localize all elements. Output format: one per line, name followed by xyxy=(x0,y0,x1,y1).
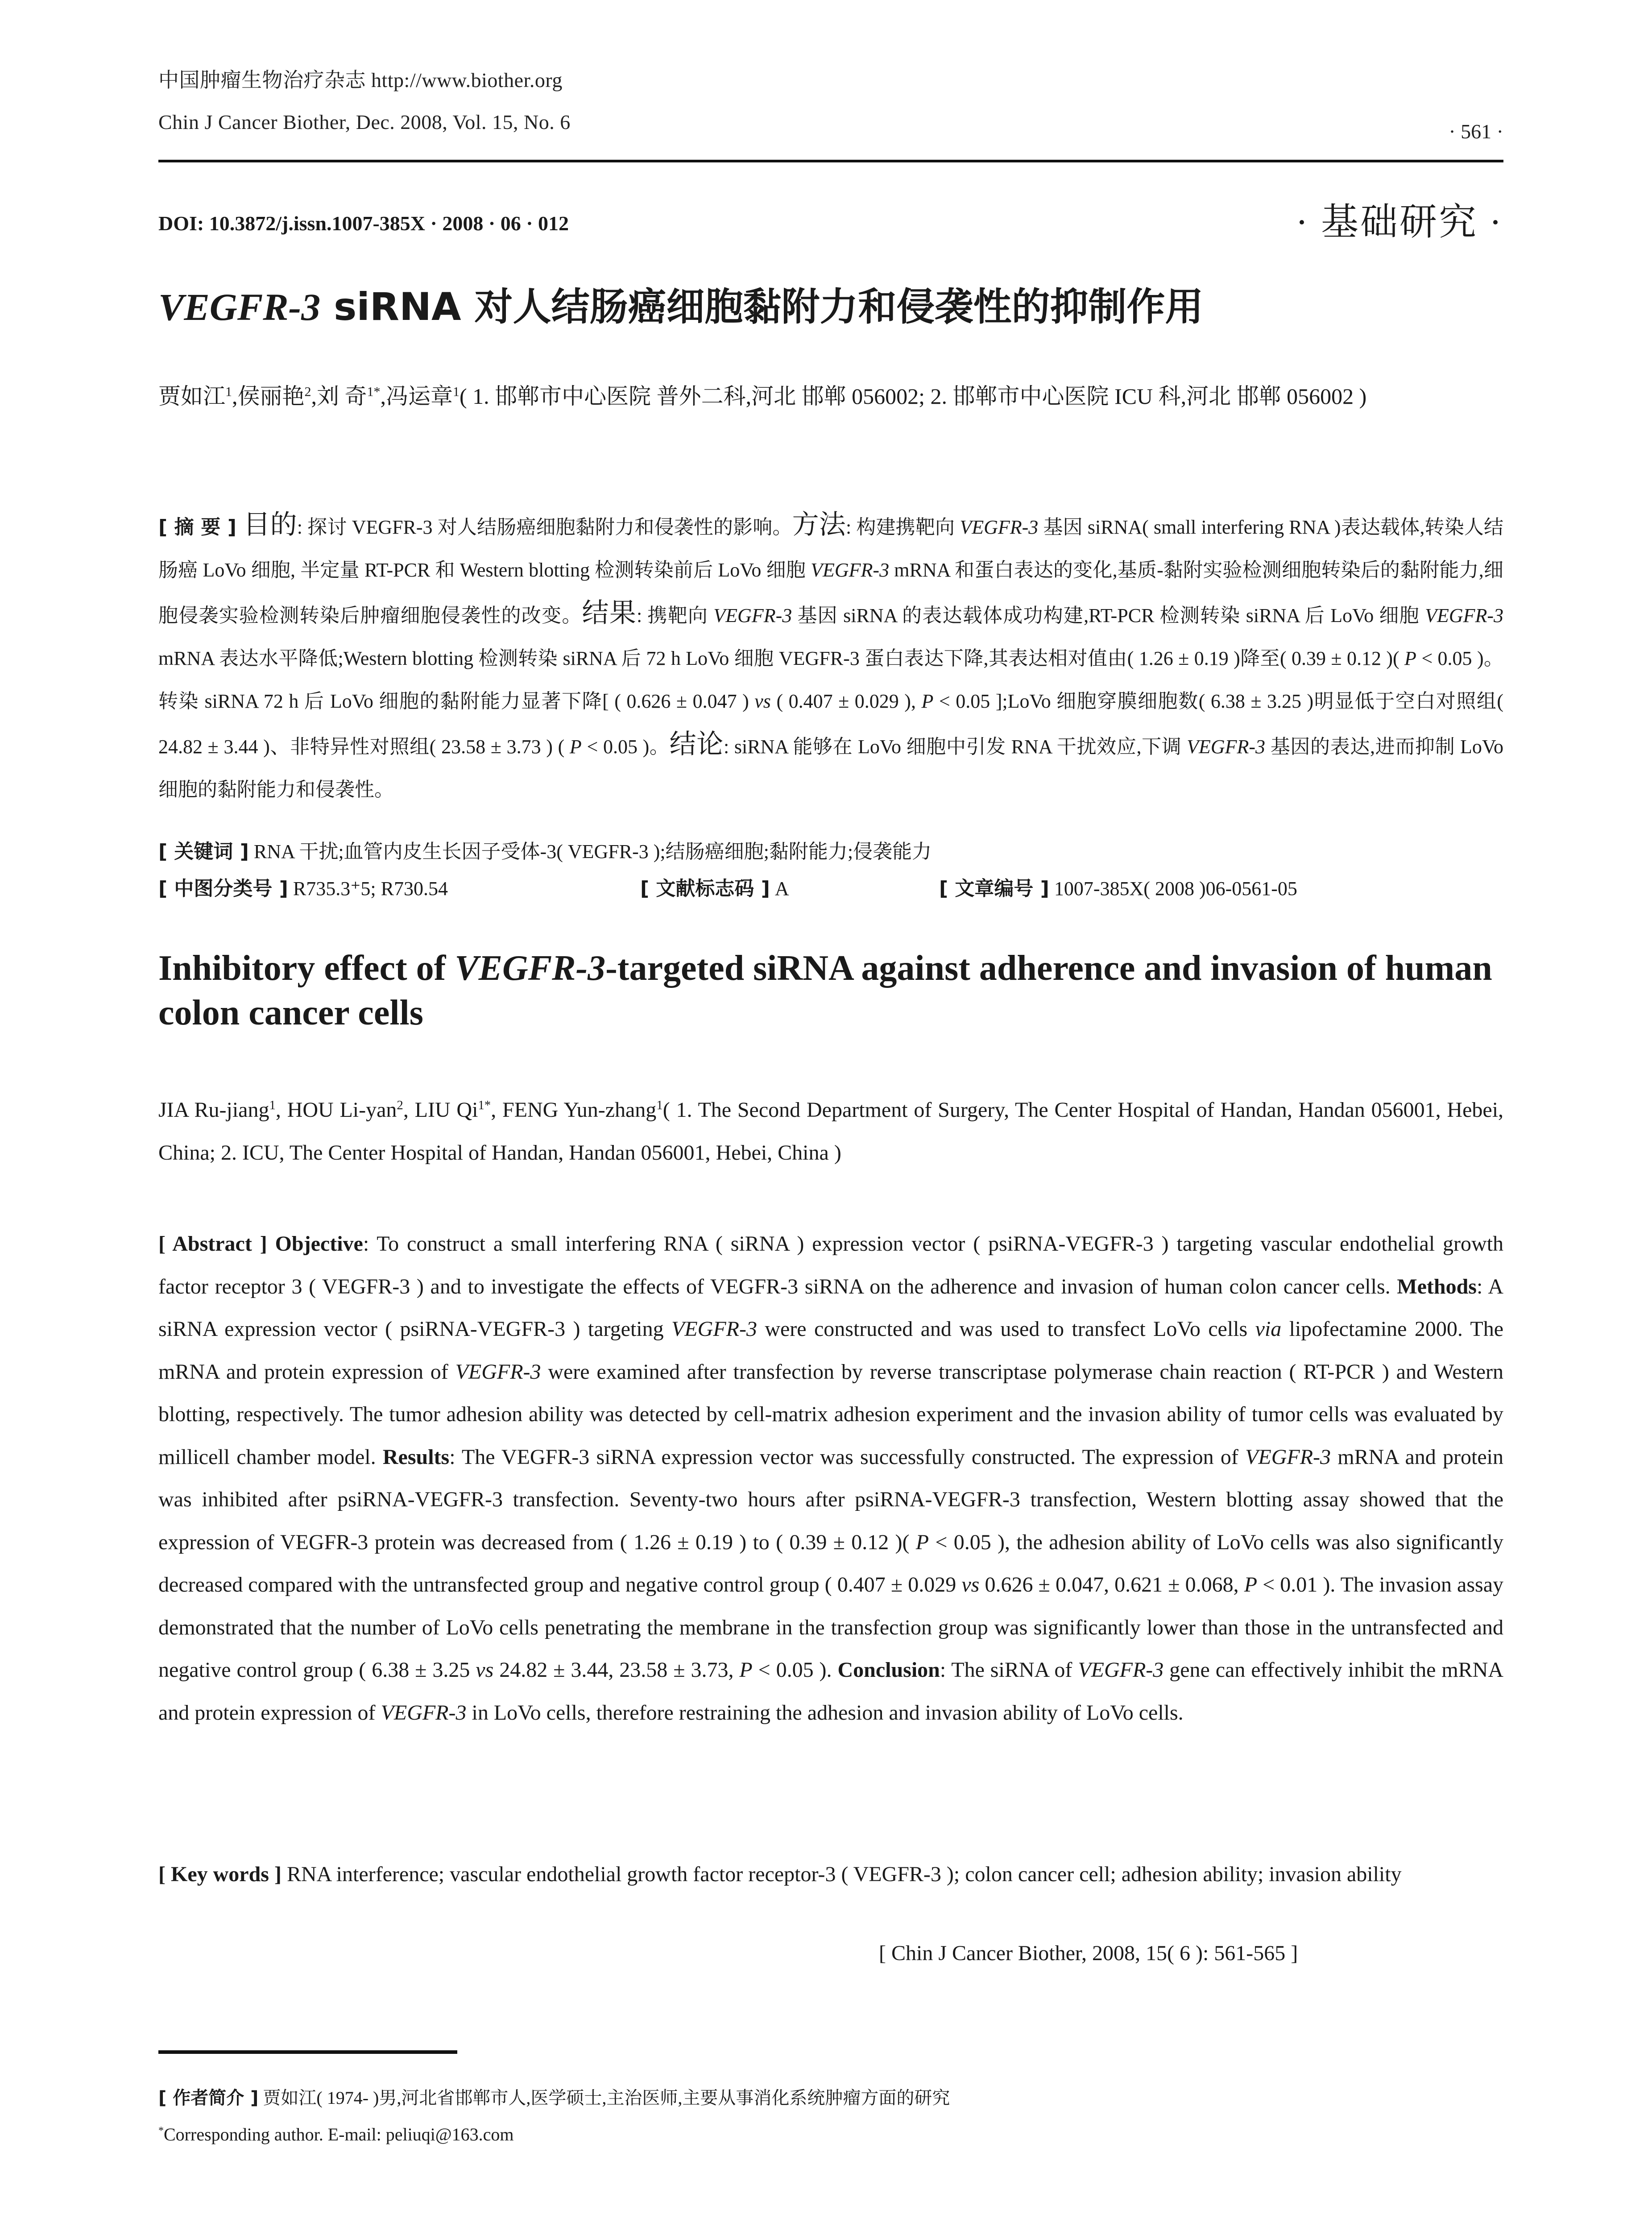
corresponding-author xyxy=(158,2124,514,2145)
text-run: mRNA and protein was inhibited after psiRNA-VEGFR-3 transfection. Seventy-two hours after psiRNA-VEGFR-3 transfection, Western blotting assay showed that the expression of VEGFR-3 protein was decreased from ( 1.26 ± 0.19 ) to ( 0.39 ± 0.12 )( xyxy=(158,1445,1503,1554)
text-run: ( 0.407 ± 0.029 ), xyxy=(770,690,922,712)
keywords-cn xyxy=(158,831,1503,873)
text-run: 基因的表达,进而抑制 LoVo 细胞的黏附能力和侵袭性。 xyxy=(158,736,1504,800)
text-run xyxy=(267,1232,275,1256)
text-run: Inhibitory effect of xyxy=(158,949,455,988)
section-heading: 目的 xyxy=(243,510,297,539)
text-run: -targeted siRNA against adherence and invasion of human colon cancer cells xyxy=(158,949,1492,1033)
text-run: < 0.01 ). The invasion assay demonstrated that the number of LoVo cells penetrating the membrane in the transfection group was significantly lower than those in the untransfected and negative control group ( 6.38 ± 3.25 xyxy=(158,1573,1504,1682)
author-bio-text: 贾如江( 1974- )男,河北省邯郸市人,医学硕士,主治医师,主要从事消化系统肿瘤方面的研究 xyxy=(258,2088,950,2108)
section-tag: · 基础研究 · xyxy=(1296,202,1503,243)
text-run: , HOU Li-yan xyxy=(275,1098,397,1122)
clc-label: [ 中图分类号 ] xyxy=(158,877,288,900)
keywords-cn-label: [ 关键词 ] xyxy=(158,840,249,863)
italic-run: VEGFR-3 xyxy=(811,559,890,581)
bold-run: [ Abstract ] xyxy=(158,1232,267,1256)
italic-run: P xyxy=(1244,1573,1258,1597)
bold-run: Methods xyxy=(1397,1274,1477,1298)
text-run: JIA Ru-jiang xyxy=(158,1098,269,1122)
text-run: , LIU Qi xyxy=(403,1098,478,1122)
italic-run: VEGFR-3 xyxy=(713,605,792,626)
text-run: : siRNA 能够在 LoVo 细胞中引发 RNA 干扰效应,下调 xyxy=(723,736,1187,758)
text-run: : To construct a small interfering RNA ( siRNA ) expression vector ( psiRNA-VEGFR-3 ) targeting vascular endothelial growth factor receptor 3 ( VEGFR-3 ) and to investigate the effects of VEGFR-3 siRNA on the adherence and invasion of human colon cancer cells. xyxy=(158,1232,1504,1298)
article-no-value: 1007-385X( 2008 )06-0561-05 xyxy=(1049,878,1297,900)
italic-run: VEGFR-3 xyxy=(1078,1658,1164,1682)
section-heading: 结论 xyxy=(669,730,724,759)
abstract-en xyxy=(158,1223,1503,1734)
section-heading: 方法 xyxy=(792,510,846,539)
text-run: < 0.05 ), the adhesion ability of LoVo cells was also significantly decreased compared with the untransfected group and negative control group ( 0.407 ± 0.029 xyxy=(158,1530,1504,1597)
doc-code-value: A xyxy=(770,878,789,900)
italic-run: via xyxy=(1255,1317,1282,1341)
italic-run: vs xyxy=(754,690,771,712)
footnote-divider xyxy=(158,2050,457,2054)
text-run: < 0.05 )。 xyxy=(581,736,670,758)
text-run: were constructed and was used to transfect LoVo cells xyxy=(757,1317,1255,1341)
text-run: 基因 siRNA( small interfering RNA )表达载体,转染人结肠癌 LoVo 细胞, 半定量 RT-PCR 和 Western blotting 检测转染前后 LoVo 细胞 xyxy=(158,516,1504,581)
authors-cn xyxy=(158,375,1503,418)
italic-run: VEGFR-3 xyxy=(671,1317,757,1341)
journal-header-cn: 中国肿瘤生物治疗杂志 http://www.biother.org xyxy=(158,69,563,91)
citation: [ Chin J Cancer Biother, 2008, 15( 6 ): 561-565 ] xyxy=(879,1941,1298,1965)
keywords-en xyxy=(158,1854,1503,1895)
italic-run: VEGFR-3 xyxy=(1245,1445,1331,1469)
superscript: 1 xyxy=(453,384,460,399)
header-divider xyxy=(158,160,1503,162)
title-cn xyxy=(158,276,1204,331)
keywords-cn-text: RNA 干扰;血管内皮生长因子受体-3( VEGFR-3 );结肠癌细胞;黏附能力;侵袭能力 xyxy=(248,841,932,863)
superscript: 1 xyxy=(269,1098,276,1112)
clc-number xyxy=(158,872,640,901)
text-run: 0.626 ± 0.047, 0.621 ± 0.068, xyxy=(979,1573,1244,1597)
classification-row xyxy=(158,872,1503,901)
page-number: · 561 · xyxy=(1449,120,1503,143)
italic-run: P xyxy=(1404,647,1416,669)
text-run: gene can effectively inhibit the mRNA and protein expression of xyxy=(158,1658,1504,1725)
text-run: 基因 siRNA 的表达载体成功构建,RT-PCR 检测转染 siRNA 后 LoVo 细胞 xyxy=(792,605,1425,626)
doi: DOI: 10.3872/j.issn.1007-385X · 2008 · 06 · 012 xyxy=(158,212,569,235)
text-run: ,侯丽艳 xyxy=(232,384,305,409)
superscript: 2 xyxy=(304,384,311,399)
text-run: : 探讨 VEGFR-3 对人结肠癌细胞黏附力和侵袭性的影响。 xyxy=(297,516,792,538)
italic-run: P xyxy=(921,690,934,712)
author-bio xyxy=(158,2084,950,2109)
text-run: lipofectamine 2000. The mRNA and protein expression of xyxy=(158,1317,1503,1384)
italic-run: VEGFR-3 xyxy=(455,1360,541,1384)
italic-run: vs xyxy=(476,1658,494,1682)
superscript: 1* xyxy=(367,384,381,399)
article-no-label: [ 文章编号 ] xyxy=(939,877,1049,900)
italic-run: VEGFR-3 xyxy=(1425,605,1503,626)
author-bio-label: [ 作者简介 ] xyxy=(158,2088,259,2108)
title-cn-rest: siRNA 对人结肠癌细胞黏附力和侵袭性的抑制作用 xyxy=(320,285,1204,329)
text-run: ,刘 奇 xyxy=(311,384,367,409)
section-heading: 结果 xyxy=(582,598,637,628)
italic-run: VEGFR-3 xyxy=(960,516,1039,538)
title-cn-gene: VEGFR-3 xyxy=(158,286,321,328)
text-run: < 0.05 ). xyxy=(752,1658,838,1682)
corresponding-mark: * xyxy=(158,2125,164,2137)
text-run: 贾如江 xyxy=(158,384,225,409)
italic-run: P xyxy=(739,1658,753,1682)
text-run: < 0.05 )。转染 siRNA 72 h 后 LoVo 细胞的黏附能力显著下降[ ( 0.626 ± 0.047 ) xyxy=(158,647,1503,712)
text-run: 24.82 ± 3.44, 23.58 ± 3.73, xyxy=(493,1658,740,1682)
text-run: : 携靶向 xyxy=(636,605,714,626)
italic-run: vs xyxy=(961,1573,980,1597)
clc-value: R735.3⁺5; R730.54 xyxy=(288,878,448,900)
text-run: ( 1. The Second Department of Surgery, The Center Hospital of Handan, Handan 056001, Hebei, China; 2. ICU, The Center Hospital of Handan, Handan 056001, Hebei, China ) xyxy=(158,1098,1504,1165)
keywords-en-text: RNA interference; vascular endothelial growth factor receptor-3 ( VEGFR-3 ); colon cancer cell; adhesion ability; invasion ability xyxy=(281,1862,1402,1886)
text-run: were examined after transfection by reverse transcriptase polymerase chain reaction ( RT-PCR ) and Western blotting, respectively. The tumor adhesion ability was detected by cell-matrix adhesion experiment and the invasion ability of tumor cells was evaluated by millicell chamber model. xyxy=(158,1360,1503,1469)
italic-run: VEGFR-3 xyxy=(381,1700,467,1725)
superscript: 1 xyxy=(656,1098,663,1112)
text-run: : 构建携靶向 xyxy=(845,516,960,538)
italic-run: VEGFR-3 xyxy=(1187,736,1266,758)
italic-run: P xyxy=(569,736,582,758)
keywords-en-label: [ Key words ] xyxy=(158,1862,282,1886)
abstract-cn xyxy=(158,503,1503,811)
journal-header-en: Chin J Cancer Biother, Dec. 2008, Vol. 15, No. 6 xyxy=(158,111,571,133)
text-run: : A siRNA expression vector ( psiRNA-VEGFR-3 ) targeting xyxy=(158,1274,1503,1341)
document-code xyxy=(640,872,939,901)
italic-run: P xyxy=(915,1530,929,1554)
text-run: mRNA 表达水平降低;Western blotting 检测转染 siRNA 后 72 h LoVo 细胞 VEGFR-3 蛋白表达下降,其表达相对值由( 1.26 ± 0.19 )降至( 0.39 ± 0.12 )( xyxy=(158,647,1405,669)
text-run: in LoVo cells, therefore restraining the adhesion and invasion ability of LoVo cells. xyxy=(466,1700,1184,1725)
text-run: : The siRNA of xyxy=(940,1658,1078,1682)
text-run: : The VEGFR-3 siRNA expression vector was successfully constructed. The expression of xyxy=(449,1445,1246,1469)
bold-run: Conclusion xyxy=(837,1658,940,1682)
text-run: mRNA 和蛋白表达的变化,基质-黏附实验检测细胞转染后的黏附能力,细胞侵袭实验检测转染后肿瘤细胞侵袭性的改变。 xyxy=(158,559,1503,626)
superscript: 1* xyxy=(478,1098,491,1112)
superscript: 2 xyxy=(397,1098,403,1112)
bold-run: Results xyxy=(382,1445,450,1469)
bold-run: Objective xyxy=(275,1232,363,1256)
doc-code-label: [ 文献标志码 ] xyxy=(640,877,770,900)
superscript: 1 xyxy=(225,384,232,399)
text-run: ,冯运章 xyxy=(380,384,453,409)
italic-run: VEGFR-3 xyxy=(455,949,606,988)
text-run: < 0.05 ];LoVo 细胞穿膜细胞数( 6.38 ± 3.25 )明显低于空白对照组( 24.82 ± 3.44 )、非特异性对照组( 23.58 ± 3.73 ) ( xyxy=(158,690,1504,758)
text-run: ( 1. 邯郸市中心医院 普外二科,河北 邯郸 056002; 2. 邯郸市中心医院 ICU 科,河北 邯郸 056002 ) xyxy=(460,384,1367,409)
bold-run: [ 摘 要 ] xyxy=(158,516,244,539)
title-en xyxy=(158,946,1503,1035)
text-run: , FENG Yun-zhang xyxy=(491,1098,657,1122)
article-number xyxy=(939,872,1297,901)
authors-en xyxy=(158,1089,1503,1174)
corresponding-text: Corresponding author. E-mail: peliuqi@163.com xyxy=(164,2124,514,2144)
